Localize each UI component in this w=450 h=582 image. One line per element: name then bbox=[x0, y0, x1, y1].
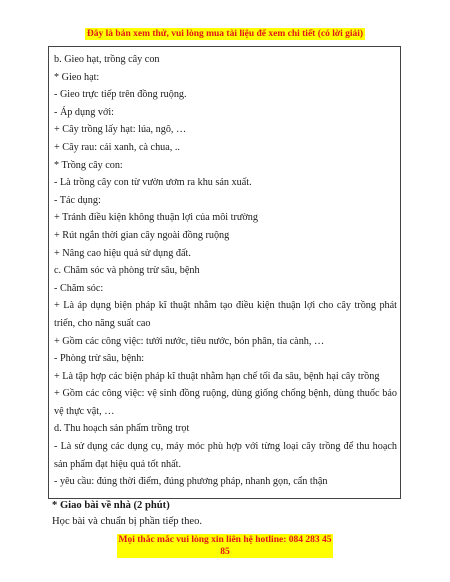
lesson-content-box bbox=[48, 46, 401, 499]
content-line: - Áp dụng với: bbox=[54, 106, 115, 118]
content-line: c. Chăm sóc và phòng trừ sâu, bệnh bbox=[54, 265, 200, 277]
hotline-notice-banner: Mọi thắc mắc vui lòng xin liên hệ hotline: 084 283 45 85 bbox=[118, 535, 332, 557]
content-line: + Cây trồng lấy hạt: lúa, ngô, … bbox=[54, 124, 187, 136]
content-line: + Là tập hợp các biện pháp kĩ thuật nhằm hạn chế tối đa sâu, bệnh hại cây trồng bbox=[54, 370, 380, 382]
content-line: d. Thu hoạch sản phẩm trồng trọt bbox=[54, 423, 190, 435]
content-line: - Là trồng cây con từ vườn ươm ra khu sản xuất. bbox=[54, 177, 252, 189]
content-line: - Phòng trừ sâu, bệnh: bbox=[54, 353, 145, 365]
content-line: * Gieo hạt: bbox=[54, 71, 100, 83]
content-line: - Tác dụng: bbox=[54, 194, 101, 206]
content-paragraph: + Gồm các công việc: vệ sinh đồng ruộng, dùng giống chống bệnh, dùng thuốc bảo vệ thực vật, … bbox=[54, 388, 397, 417]
content-line: * Trồng cây con: bbox=[54, 159, 123, 171]
content-paragraph: - Là sử dụng các dụng cụ, máy móc phù hợp với từng loại cây trồng để thu hoạch sản phẩm đạt hiệu quả tốt nhất. bbox=[54, 441, 397, 470]
content-line: b. Gieo hạt, trồng cây con bbox=[54, 54, 160, 65]
homework-heading: * Giao bài về nhà (2 phút) bbox=[52, 500, 170, 511]
content-paragraph: + Là áp dụng biện pháp kĩ thuật nhằm tạo điều kiện thuận lợi cho cây trồng phát triển, cho năng suất cao bbox=[54, 300, 397, 329]
content-line: + Nâng cao hiệu quả sử dụng đất. bbox=[54, 247, 191, 259]
content-line: + Tránh điều kiện không thuận lợi của môi trường bbox=[54, 212, 258, 224]
content-line: + Gồm các công việc: tưới nước, tiêu nước, bón phân, tỉa cành, … bbox=[54, 335, 325, 347]
content-line: + Rút ngắn thời gian cây ngoài đồng ruộng bbox=[54, 229, 230, 241]
content-line: - Chăm sóc: bbox=[54, 282, 104, 294]
content-line: - yêu cầu: đúng thời điểm, đúng phương pháp, nhanh gọn, cẩn thận bbox=[54, 476, 328, 488]
content-line: + Cây rau: cải xanh, cà chua, .. bbox=[54, 141, 180, 153]
content-line: - Gieo trực tiếp trên đồng ruộng. bbox=[54, 89, 187, 101]
preview-notice-banner: Đây là bản xem thử, vui lòng mua tài liệu để xem chi tiết (có lời giải) bbox=[86, 29, 364, 39]
homework-text: Học bài và chuẩn bị phần tiếp theo. bbox=[52, 516, 203, 527]
